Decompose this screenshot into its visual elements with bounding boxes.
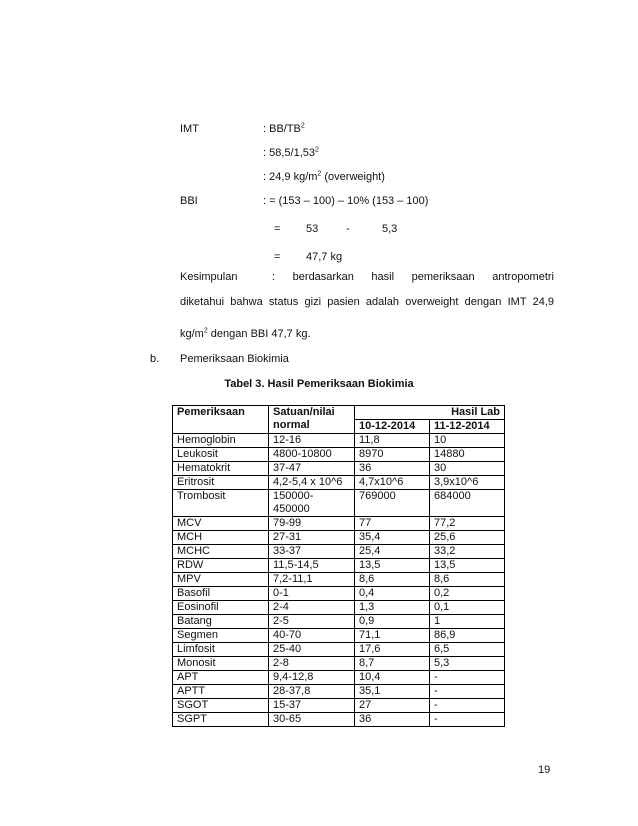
table-body: [173, 434, 505, 727]
cell-test: APTT: [173, 685, 269, 699]
page-number: 19: [538, 764, 551, 776]
conclusion-unit: kg/m: [180, 328, 204, 340]
conclusion-line-2: diketahui bahwa status gizi pasien adalah overweight dengan IMT 24,9: [180, 296, 554, 308]
cell-test: Eritrosit: [173, 476, 269, 490]
header-date-1: 10-12-2014: [355, 420, 430, 434]
cell-normal-range: 28-37,8: [269, 685, 355, 699]
cell-test: Hemoglobin: [173, 434, 269, 448]
section-marker: b.: [150, 353, 160, 365]
imt-values-sup: 2: [315, 146, 319, 154]
table-row: [173, 476, 505, 490]
cell-test: SGPT: [173, 713, 269, 727]
cell-result-2: 25,6: [430, 531, 505, 545]
cell-result-2: 30: [430, 462, 505, 476]
cell-test: APT: [173, 671, 269, 685]
cell-result-2: 0,2: [430, 587, 505, 601]
header-pemeriksaan: Pemeriksaan: [173, 406, 269, 434]
table-row: [173, 448, 505, 462]
cell-normal-range: 40-70: [269, 629, 355, 643]
cell-result-1: 36: [355, 462, 430, 476]
cell-test: Trombosit: [173, 490, 269, 517]
cell-normal-range: 9,4-12,8: [269, 671, 355, 685]
cell-result-1: 11,8: [355, 434, 430, 448]
cell-test: MCV: [173, 517, 269, 531]
cell-result-1: 35,4: [355, 531, 430, 545]
cell-normal-range: 37-47: [269, 462, 355, 476]
header-date-2: 11-12-2014: [430, 420, 505, 434]
imt-result-sup: 2: [317, 170, 322, 178]
cell-normal-range: 79-99: [269, 517, 355, 531]
imt-result-text: : 24,9 kg/m: [263, 171, 318, 183]
cell-result-1: 4,7x10^6: [355, 476, 430, 490]
table-row: [173, 643, 505, 657]
cell-test: Hematokrit: [173, 462, 269, 476]
table-row: [173, 434, 505, 448]
cell-result-1: 8,7: [355, 657, 430, 671]
bbi-eq-1: =: [274, 223, 281, 235]
cell-test: Limfosit: [173, 643, 269, 657]
conclusion-line-1: : berdasarkan hasil pemeriksaan antropometri: [272, 271, 554, 283]
imt-result-status: (overweight): [321, 171, 385, 183]
cell-result-1: 35,1: [355, 685, 430, 699]
bbi-value-a: 53: [306, 223, 319, 235]
bbi-label: BBI: [180, 195, 198, 207]
cell-result-1: 17,6: [355, 643, 430, 657]
cell-result-1: 13,5: [355, 559, 430, 573]
cell-test: Leukosit: [173, 448, 269, 462]
imt-formula: [263, 122, 305, 136]
cell-result-2: -: [430, 671, 505, 685]
cell-result-2: 14880: [430, 448, 505, 462]
cell-test: Monosit: [173, 657, 269, 671]
table-row: [173, 629, 505, 643]
cell-test: MCH: [173, 531, 269, 545]
cell-result-1: 27: [355, 699, 430, 713]
cell-result-1: 1,3: [355, 601, 430, 615]
table-row: [173, 657, 505, 671]
cell-result-2: 684000: [430, 490, 505, 517]
cell-normal-range: 7,2-11,1: [269, 573, 355, 587]
cell-result-2: 0,1: [430, 601, 505, 615]
cell-result-2: 8,6: [430, 573, 505, 587]
cell-normal-range: 150000-450000: [269, 490, 355, 517]
cell-result-2: 10: [430, 434, 505, 448]
table-row: [173, 615, 505, 629]
table-row: [173, 462, 505, 476]
cell-normal-range: 33-37: [269, 545, 355, 559]
conclusion-line-3: [180, 327, 311, 341]
biochemistry-table: [172, 405, 505, 727]
imt-formula-text: : BB/TB: [263, 123, 301, 135]
bbi-result: 47,7 kg: [306, 251, 343, 263]
table-row: [173, 490, 505, 517]
cell-normal-range: 11,5-14,5: [269, 559, 355, 573]
cell-result-2: -: [430, 713, 505, 727]
cell-normal-range: 12-16: [269, 434, 355, 448]
header-satuan: Satuan/nilai normal: [269, 406, 355, 434]
imt-values-text: : 58,5/1,53: [263, 147, 315, 159]
table-row: [173, 713, 505, 727]
table-row: [173, 699, 505, 713]
cell-test: Segmen: [173, 629, 269, 643]
cell-result-2: 1: [430, 615, 505, 629]
bbi-eq-2: =: [274, 251, 281, 263]
cell-result-2: 5,3: [430, 657, 505, 671]
cell-result-2: 77,2: [430, 517, 505, 531]
table-row: [173, 559, 505, 573]
cell-normal-range: 30-65: [269, 713, 355, 727]
imt-values: [263, 146, 319, 160]
cell-result-1: 769000: [355, 490, 430, 517]
cell-result-1: 0,9: [355, 615, 430, 629]
cell-result-2: 3,9x10^6: [430, 476, 505, 490]
cell-result-1: 25,4: [355, 545, 430, 559]
conclusion-unit-sup: 2: [203, 327, 208, 335]
cell-normal-range: 4800-10800: [269, 448, 355, 462]
cell-normal-range: 15-37: [269, 699, 355, 713]
cell-normal-range: 2-4: [269, 601, 355, 615]
cell-result-2: 13,5: [430, 559, 505, 573]
bbi-formula: : = (153 – 100) – 10% (153 – 100): [263, 195, 429, 207]
header-hasil-lab: Hasil Lab: [355, 406, 505, 420]
cell-result-2: 86,9: [430, 629, 505, 643]
cell-result-1: 10,4: [355, 671, 430, 685]
cell-normal-range: 27-31: [269, 531, 355, 545]
imt-result: [263, 170, 385, 184]
cell-test: MPV: [173, 573, 269, 587]
cell-result-1: 8970: [355, 448, 430, 462]
cell-normal-range: 4,2-5,4 x 10^6: [269, 476, 355, 490]
cell-result-2: -: [430, 685, 505, 699]
cell-test: MCHC: [173, 545, 269, 559]
table-row: [173, 587, 505, 601]
bbi-operator: -: [346, 223, 350, 235]
table-caption: Tabel 3. Hasil Pemeriksaan Biokimia: [224, 378, 414, 390]
cell-result-2: 33,2: [430, 545, 505, 559]
imt-formula-sup: 2: [300, 122, 305, 130]
table-row: [173, 517, 505, 531]
cell-normal-range: 2-5: [269, 615, 355, 629]
cell-result-1: 8,6: [355, 573, 430, 587]
table-row: [173, 685, 505, 699]
table-row: [173, 545, 505, 559]
cell-test: Basofil: [173, 587, 269, 601]
bbi-value-b: 5,3: [382, 223, 398, 235]
table-row: [173, 531, 505, 545]
cell-result-2: 6,5: [430, 643, 505, 657]
conclusion-bbi: dengan BBI 47,7 kg.: [207, 328, 311, 340]
cell-result-1: 36: [355, 713, 430, 727]
table-row: [173, 573, 505, 587]
imt-label: IMT: [180, 123, 199, 135]
cell-test: RDW: [173, 559, 269, 573]
cell-test: SGOT: [173, 699, 269, 713]
conclusion-label: Kesimpulan: [180, 271, 238, 283]
cell-normal-range: 25-40: [269, 643, 355, 657]
cell-result-1: 71,1: [355, 629, 430, 643]
cell-result-1: 77: [355, 517, 430, 531]
table-row: [173, 671, 505, 685]
cell-result-2: -: [430, 699, 505, 713]
cell-normal-range: 0-1: [269, 587, 355, 601]
cell-test: Eosinofil: [173, 601, 269, 615]
cell-normal-range: 2-8: [269, 657, 355, 671]
cell-result-1: 0,4: [355, 587, 430, 601]
cell-test: Batang: [173, 615, 269, 629]
table-row: [173, 601, 505, 615]
section-title: Pemeriksaan Biokimia: [180, 353, 289, 365]
